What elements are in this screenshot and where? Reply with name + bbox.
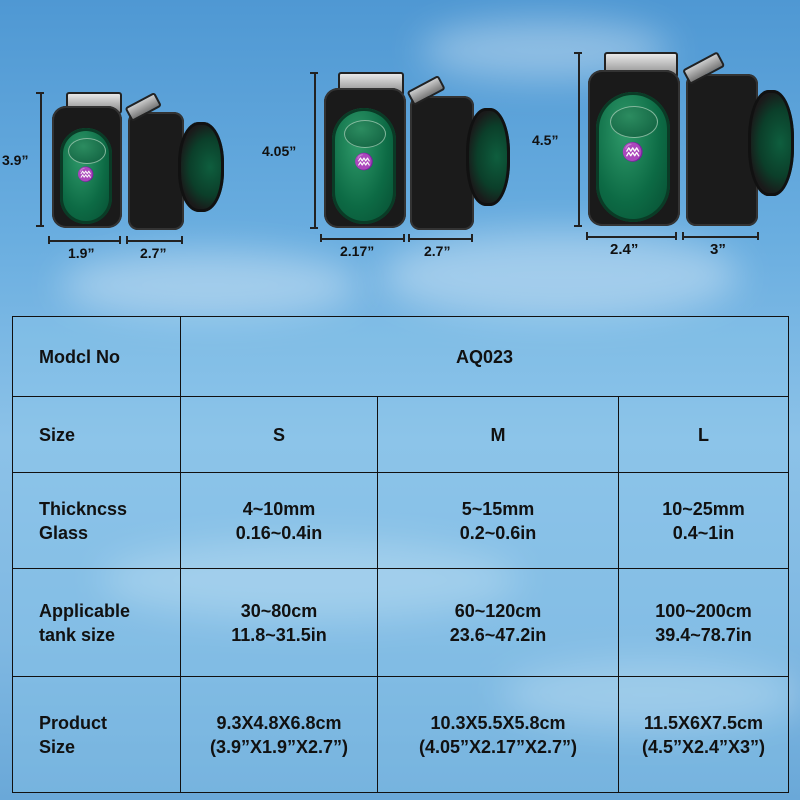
- suction-cup: [748, 90, 794, 196]
- front-width-line: [586, 236, 676, 238]
- brand-logo-icon: ♒: [354, 154, 374, 171]
- tank-m: 60~120cm 23.6~47.2in: [378, 569, 619, 677]
- brand-oval: [610, 106, 658, 138]
- size-l: L: [619, 397, 789, 473]
- side-width-line: [682, 236, 758, 238]
- glass-l: 10~25mm 0.4~1in: [619, 473, 789, 569]
- glass-s: 4~10mm 0.16~0.4in: [181, 473, 378, 569]
- table-row-product: [13, 677, 789, 793]
- front-width-label: 2.4”: [610, 241, 639, 258]
- height-dimension-line: [314, 72, 316, 228]
- side-width-label: 2.7”: [424, 243, 451, 259]
- height-dimension-line: [578, 52, 580, 226]
- table-row-glass: [13, 473, 789, 569]
- model-value: AQ023: [181, 317, 789, 397]
- model-label: Modcl No: [13, 317, 181, 397]
- front-width-label: 2.17”: [340, 243, 375, 259]
- product-s: 9.3X4.8X6.8cm (3.9”X1.9”X2.7”): [181, 677, 378, 793]
- front-width-line: [320, 238, 404, 240]
- front-width-line: [48, 240, 120, 242]
- brand-logo-icon: ♒: [621, 142, 645, 162]
- tank-l: 100~200cm 39.4~78.7in: [619, 569, 789, 677]
- side-width-line: [126, 240, 182, 242]
- table-row-size: [13, 397, 789, 473]
- product-m: 10.3X5.5X5.8cm (4.05”X2.17”X2.7”): [378, 677, 619, 793]
- side-width-label: 3”: [710, 241, 726, 258]
- side-width-label: 2.7”: [140, 245, 167, 261]
- brand-logo-icon: ♒: [77, 166, 95, 182]
- back-magnet: [128, 112, 184, 230]
- back-magnet: [410, 96, 474, 230]
- size-s: S: [181, 397, 378, 473]
- tank-label: Applicable tank size: [13, 569, 181, 677]
- glass-label: Thickncss Glass: [13, 473, 181, 569]
- product-l: 11.5X6X7.5cm (4.5”X2.4”X3”): [619, 677, 789, 793]
- tank-s: 30~80cm 11.8~31.5in: [181, 569, 378, 677]
- suction-cup: [466, 108, 510, 206]
- table-row-tank: [13, 569, 789, 677]
- front-width-label: 1.9”: [68, 245, 95, 261]
- height-label: 4.05”: [262, 143, 297, 159]
- height-label: 4.5”: [532, 132, 559, 148]
- size-m: M: [378, 397, 619, 473]
- glass-m: 5~15mm 0.2~0.6in: [378, 473, 619, 569]
- size-label: Size: [13, 397, 181, 473]
- product-label: Product Size: [13, 677, 181, 793]
- cloud: [60, 250, 360, 320]
- brand-oval: [68, 138, 106, 164]
- spec-table: [12, 316, 789, 793]
- suction-cup: [178, 122, 224, 212]
- height-label: 3.9”: [2, 152, 29, 168]
- side-width-line: [408, 238, 472, 240]
- height-dimension-line: [40, 92, 42, 226]
- brand-oval: [344, 120, 386, 148]
- table-row-model: [13, 317, 789, 397]
